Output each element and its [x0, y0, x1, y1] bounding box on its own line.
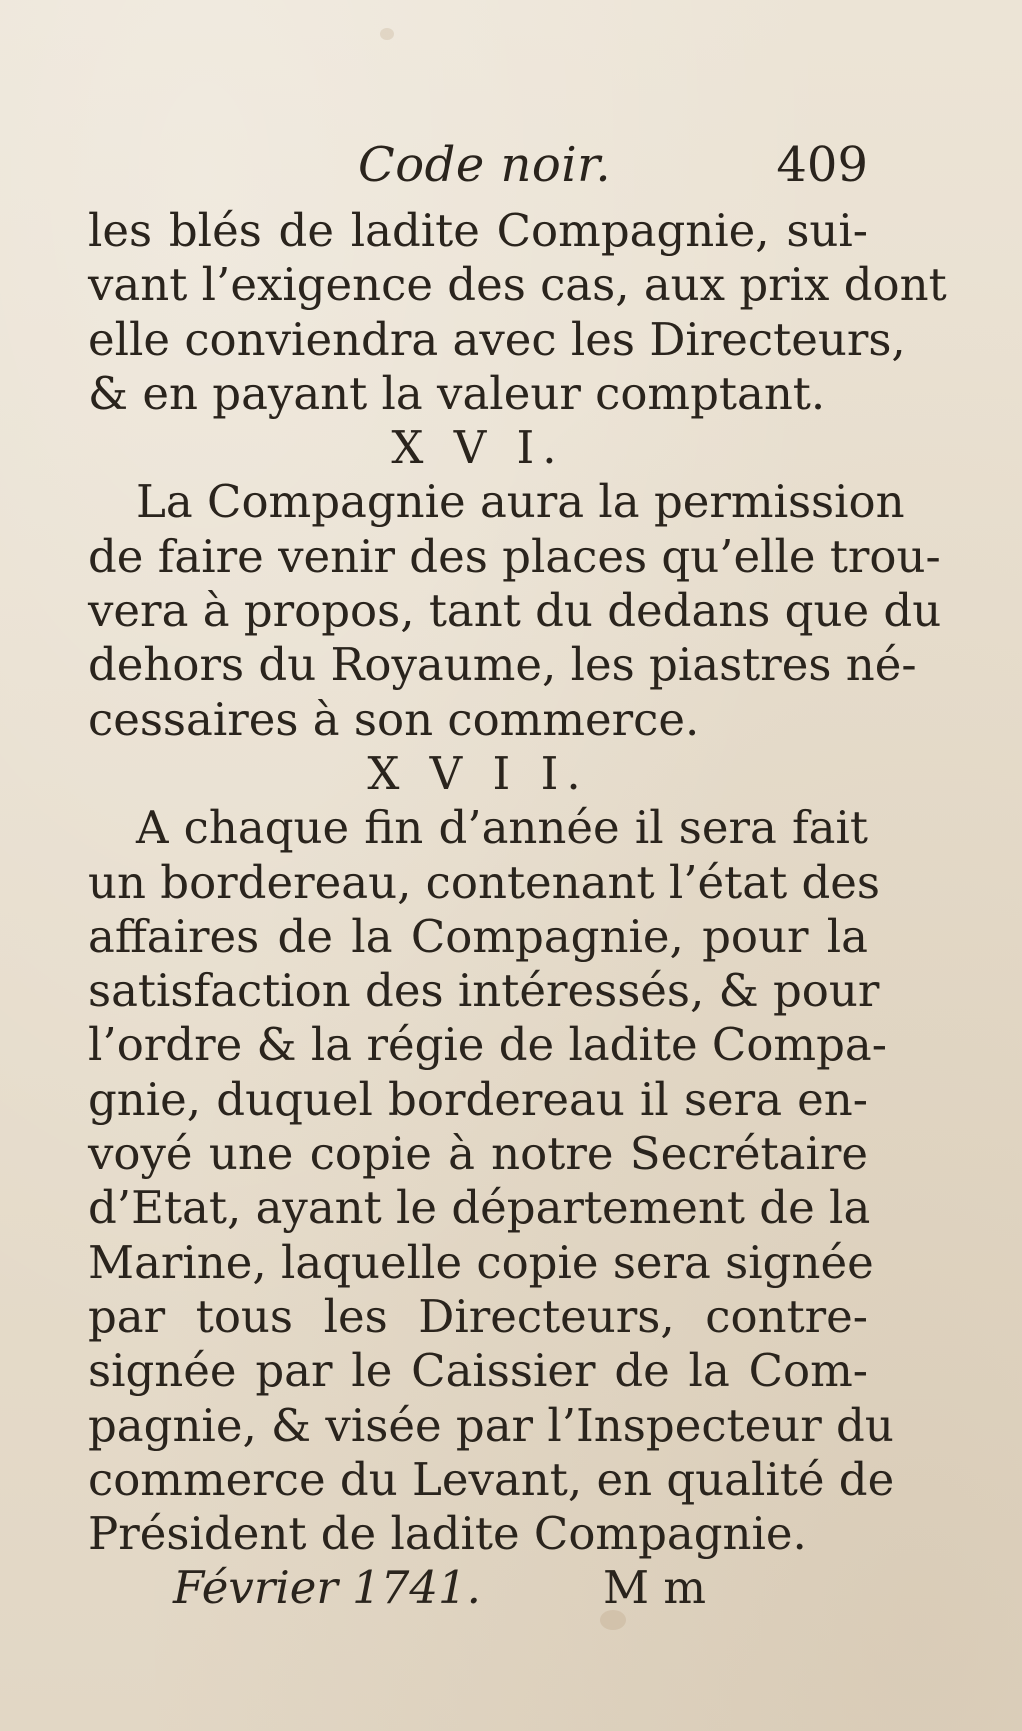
running-header	[88, 138, 868, 204]
footer-date: Février 1741.	[173, 1561, 481, 1615]
text-line: d’Etat, ayant le département de la	[88, 1181, 871, 1235]
text-line: cessaires à son commerce.	[88, 692, 700, 746]
text-line: de faire venir des places qu’elle trou-	[88, 529, 941, 583]
text-line: elle conviendra avec les Directeurs,	[88, 312, 906, 366]
text-line: La Compagnie aura la permission	[136, 475, 905, 529]
article-number: X V I I.	[367, 746, 589, 800]
text-line: vant l’exigence des cas, aux prix dont	[88, 258, 947, 312]
page-footer	[88, 1561, 868, 1615]
text-line: l’ordre & la régie de ladite Compa-	[88, 1018, 887, 1072]
text-line: affaires de la Compagnie, pour la	[88, 909, 868, 963]
signature-mark: M m	[603, 1561, 707, 1615]
text-line: vera à propos, tant du dedans que du	[88, 584, 942, 638]
paper-stain	[380, 28, 394, 40]
article-number: X V I.	[391, 421, 565, 475]
text-line: satisfaction des intéressés, & pour	[88, 964, 880, 1018]
text-line: gnie, duquel bordereau il sera en-	[88, 1072, 868, 1126]
text-line: pagnie, & visée par l’Inspecteur du	[88, 1398, 894, 1452]
text-line: dehors du Royaume, les piastres né-	[88, 638, 917, 692]
text-line: signée par le Caissier de la Com-	[88, 1344, 868, 1398]
text-line: A chaque fin d’année il sera fait	[136, 801, 868, 855]
text-block	[88, 137, 947, 1615]
text-line: un bordereau, contenant l’état des	[88, 855, 881, 909]
text-line: voyé une copie à notre Secrétaire	[88, 1127, 868, 1181]
text-line: commerce du Levant, en qualité de	[88, 1452, 895, 1506]
text-line: Marine, laquelle copie sera signée	[88, 1235, 874, 1289]
running-title: Code noir.	[358, 137, 612, 193]
text-line: les blés de ladite Compagnie, sui-	[88, 204, 868, 257]
page-number: 409	[776, 137, 868, 193]
text-line: & en payant la valeur comptant.	[88, 366, 826, 420]
text-line: par tous les Directeurs, contre-	[88, 1289, 868, 1343]
text-line: Président de ladite Compagnie.	[88, 1507, 807, 1561]
